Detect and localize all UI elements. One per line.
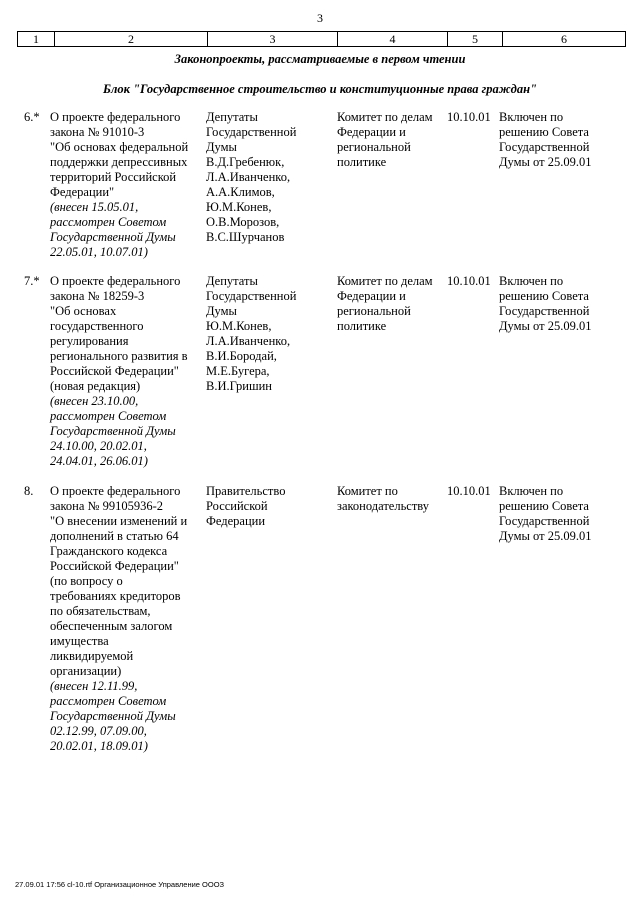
bill-number-text: 8. xyxy=(24,484,34,498)
column-header-1: 1 xyxy=(18,32,55,47)
column-header-3: 3 xyxy=(208,32,338,47)
status-line: Включен по xyxy=(499,484,564,498)
responsible-committee xyxy=(337,274,442,334)
author-line: В.И.Бородай, xyxy=(206,349,277,363)
bill-title-line: поддержки депрессивных xyxy=(50,155,188,169)
date-text: 10.10.01 xyxy=(447,274,491,288)
author-line: Ю.М.Конев, xyxy=(206,319,272,333)
author-line: О.В.Морозов, xyxy=(206,215,280,229)
bill-title-line: организации) xyxy=(50,664,122,678)
bill-title-line: О проекте федерального xyxy=(50,110,181,124)
bill-title-line: дополнений в статью 64 xyxy=(50,529,179,543)
bill-note-line: рассмотрен Советом xyxy=(50,409,167,423)
author-line: А.А.Климов, xyxy=(206,185,275,199)
bill-title-line: "Об основах федеральной xyxy=(50,140,189,154)
responsible-committee xyxy=(337,484,442,514)
status-line: Думы от 25.09.01 xyxy=(499,155,592,169)
author-line: Думы xyxy=(206,140,237,154)
author-line: Думы xyxy=(206,304,237,318)
bill-title-line: (новая редакция) xyxy=(50,379,141,393)
column-header-5: 5 xyxy=(448,32,503,47)
responsible-committee xyxy=(337,110,442,170)
bill-note-line: 22.05.01, 10.07.01) xyxy=(50,245,148,259)
status-line: Думы от 25.09.01 xyxy=(499,529,592,543)
bill-title xyxy=(50,274,200,469)
committee-line: Комитет по делам xyxy=(337,110,433,124)
author-line: Правительство xyxy=(206,484,286,498)
bill-note-line: (внесен 15.05.01, xyxy=(50,200,139,214)
column-header-2: 2 xyxy=(55,32,208,47)
column-header-6: 6 xyxy=(503,32,626,47)
bill-title-line: "О внесении изменений и xyxy=(50,514,188,528)
author-line: Ю.М.Конев, xyxy=(206,200,272,214)
bill-authors xyxy=(206,274,331,394)
author-line: Федерации xyxy=(206,514,266,528)
bill-note-line: Государственной Думы xyxy=(50,709,176,723)
consideration-date xyxy=(447,274,497,289)
committee-line: политике xyxy=(337,155,387,169)
bill-note-line: 02.12.99, 07.09.00, xyxy=(50,724,147,738)
bill-title-line: О проекте федерального xyxy=(50,274,181,288)
consideration-date xyxy=(447,484,497,499)
committee-line: законодательству xyxy=(337,499,430,513)
bill-note-line: (внесен 23.10.00, xyxy=(50,394,139,408)
status-line: Включен по xyxy=(499,274,564,288)
committee-line: региональной xyxy=(337,304,411,318)
page-footer: 27.09.01 17:56 cl-10.rtf Организационное Управление ОООЗ xyxy=(15,880,225,889)
section-title: Законопроекты, рассматриваемые в первом чтении xyxy=(174,52,466,66)
status-line: решению Совета xyxy=(499,499,589,513)
committee-line: политике xyxy=(337,319,387,333)
bill-title-line: регулирования xyxy=(50,334,129,348)
column-number-header xyxy=(17,31,626,47)
block-title: Блок "Государственное строительство и конституционные права граждан" xyxy=(103,82,537,96)
bill-title xyxy=(50,484,200,754)
bill-note-line: (внесен 12.11.99, xyxy=(50,679,138,693)
bill-authors xyxy=(206,110,331,245)
bill-title-line: Федерации" xyxy=(50,185,115,199)
author-line: В.С.Шурчанов xyxy=(206,230,285,244)
bill-title-line: закона № 18259-3 xyxy=(50,289,145,303)
bill-title-line: имущества xyxy=(50,634,109,648)
bill-title-line: ликвидируемой xyxy=(50,649,134,663)
bill-note-line: Государственной Думы xyxy=(50,424,176,438)
bill-note-line: рассмотрен Советом xyxy=(50,694,167,708)
bill-number-text: 6.* xyxy=(24,110,40,124)
author-line: Л.А.Иванченко, xyxy=(206,170,291,184)
author-line: М.Е.Бугера, xyxy=(206,364,270,378)
bill-note-line: рассмотрен Советом xyxy=(50,215,167,229)
status-line: решению Совета xyxy=(499,289,589,303)
bill-title-line: обеспеченным залогом xyxy=(50,619,173,633)
consideration-date xyxy=(447,110,497,125)
bill-note-line: 24.10.00, 20.02.01, xyxy=(50,439,147,453)
column-header-4: 4 xyxy=(338,32,448,47)
bill-title-line: требованиях кредиторов xyxy=(50,589,181,603)
author-line: Государственной xyxy=(206,289,297,303)
committee-line: Комитет по делам xyxy=(337,274,433,288)
status-line: Включен по xyxy=(499,110,564,124)
author-line: Депутаты xyxy=(206,274,258,288)
bill-title-line: Гражданского кодекса xyxy=(50,544,168,558)
committee-line: Федерации и xyxy=(337,289,406,303)
author-line: Депутаты xyxy=(206,110,258,124)
author-line: Государственной xyxy=(206,125,297,139)
inclusion-status xyxy=(499,274,619,334)
status-line: Думы от 25.09.01 xyxy=(499,319,592,333)
date-text: 10.10.01 xyxy=(447,110,491,124)
bill-note-line: 20.02.01, 18.09.01) xyxy=(50,739,148,753)
status-line: решению Совета xyxy=(499,125,589,139)
bill-title-line: О проекте федерального xyxy=(50,484,181,498)
bill-number xyxy=(24,484,48,499)
bill-title-line: по обязательствам, xyxy=(50,604,151,618)
inclusion-status xyxy=(499,484,619,544)
bill-title-line: "Об основах xyxy=(50,304,117,318)
committee-line: Комитет по xyxy=(337,484,398,498)
committee-line: региональной xyxy=(337,140,411,154)
author-line: Российской xyxy=(206,499,268,513)
bill-number xyxy=(24,110,48,125)
status-line: Государственной xyxy=(499,140,590,154)
committee-line: Федерации и xyxy=(337,125,406,139)
bill-note-line: Государственной Думы xyxy=(50,230,176,244)
page-number: 3 xyxy=(317,11,323,25)
bill-title-line: закона № 91010-3 xyxy=(50,125,145,139)
author-line: Л.А.Иванченко, xyxy=(206,334,291,348)
bill-title-line: (по вопросу о xyxy=(50,574,123,588)
bill-title-line: Российской Федерации" xyxy=(50,559,179,573)
bill-authors xyxy=(206,484,331,529)
bill-number-text: 7.* xyxy=(24,274,40,288)
author-line: В.Д.Гребенюк, xyxy=(206,155,285,169)
date-text: 10.10.01 xyxy=(447,484,491,498)
status-line: Государственной xyxy=(499,304,590,318)
bill-number xyxy=(24,274,48,289)
bill-title-line: Российской Федерации" xyxy=(50,364,179,378)
bill-title-line: государственного xyxy=(50,319,144,333)
bill-title xyxy=(50,110,200,260)
bill-note-line: 24.04.01, 26.06.01) xyxy=(50,454,148,468)
bill-title-line: регионального развития в xyxy=(50,349,188,363)
status-line: Государственной xyxy=(499,514,590,528)
author-line: В.И.Гришин xyxy=(206,379,272,393)
bill-title-line: территорий Российской xyxy=(50,170,177,184)
inclusion-status xyxy=(499,110,619,170)
bill-title-line: закона № 99105936-2 xyxy=(50,499,164,513)
